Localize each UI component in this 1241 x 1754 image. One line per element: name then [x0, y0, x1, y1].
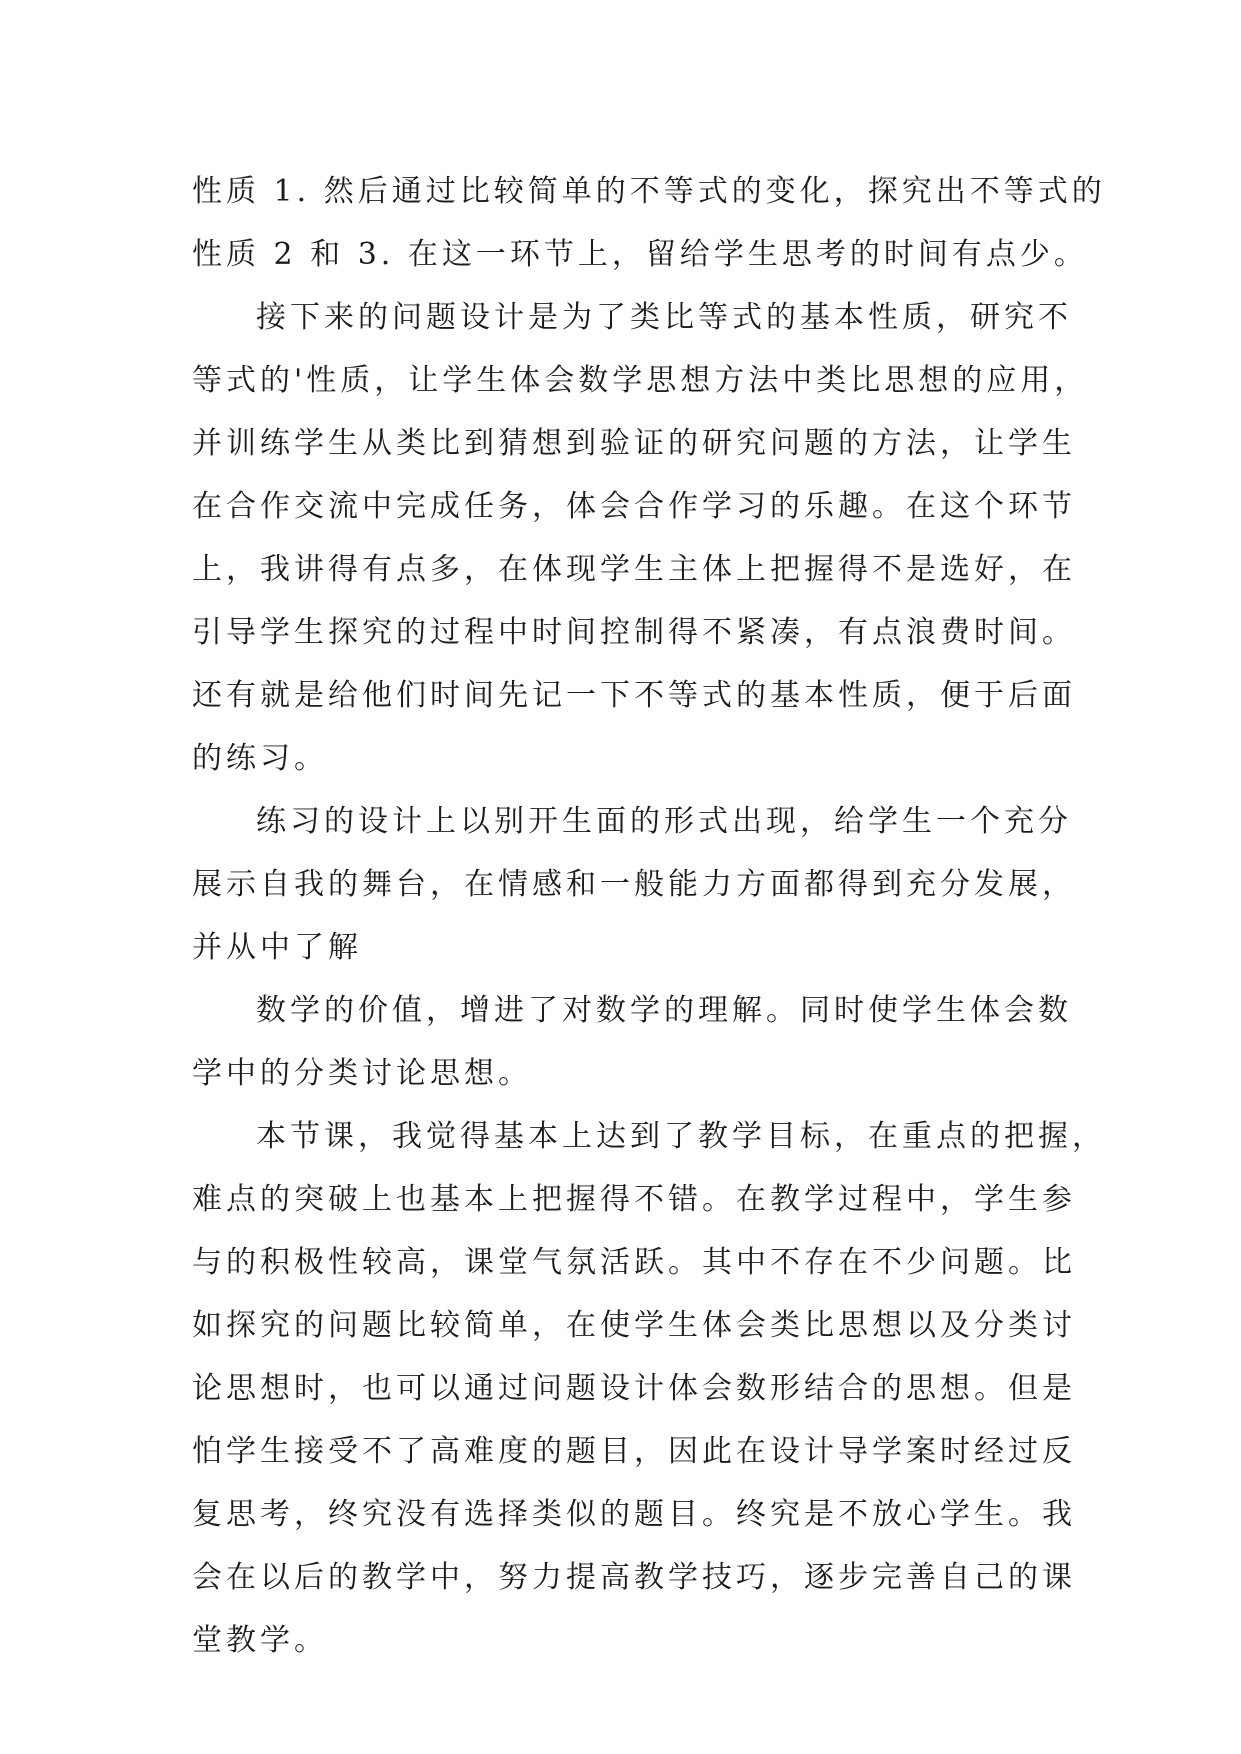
paragraph-first-line: 接下来的问题设计是为了类比等式的基本性质，研究不 [256, 300, 1072, 335]
text-line: 性质 1. 然后通过比较简单的不等式的变化，探究出不等式的 [192, 174, 1106, 209]
text-line: 会在以后的教学中，努力提高教学技巧，逐步完善自己的课 [192, 1560, 1076, 1595]
document-body [192, 160, 1106, 1672]
text-line: 与的积极性较高，课堂气氛活跃。其中不存在不少问题。比 [192, 1245, 1076, 1280]
text-line: 并训练学生从类比到猜想到验证的研究问题的方法，让学生 [192, 426, 1076, 461]
text-line: 论思想时，也可以通过问题设计体会数形结合的思想。但是 [192, 1371, 1076, 1406]
text-line: 堂教学。 [192, 1623, 328, 1658]
text-line: 等式的'性质，让学生体会数学思想方法中类比思想的应用， [192, 363, 1089, 398]
text-line: 性质 2 和 3. 在这一环节上，留给学生思考的时间有点少。 [192, 237, 1088, 272]
paragraph-first-line: 练习的设计上以别开生面的形式出现，给学生一个充分 [256, 804, 1072, 839]
text-line: 难点的突破上也基本上把握得不错。在教学过程中，学生参 [192, 1182, 1076, 1217]
text-line: 复思考，终究没有选择类似的题目。终究是不放心学生。我 [192, 1497, 1076, 1532]
text-line: 在合作交流中完成任务，体会合作学习的乐趣。在这个环节 [192, 489, 1076, 524]
paragraph-first-line: 本节课，我觉得基本上达到了教学目标，在重点的把握， [256, 1119, 1106, 1154]
text-line: 并从中了解 [192, 930, 362, 965]
text-line: 的练习。 [192, 741, 328, 776]
text-line: 还有就是给他们时间先记一下不等式的基本性质，便于后面 [192, 678, 1076, 713]
text-line: 怕学生接受不了高难度的题目，因此在设计导学案时经过反 [192, 1434, 1076, 1469]
text-line: 引导学生探究的过程中时间控制得不紧凑，有点浪费时间。 [192, 615, 1076, 650]
text-line: 如探究的问题比较简单，在使学生体会类比思想以及分类讨 [192, 1308, 1076, 1343]
text-line: 学中的分类讨论思想。 [192, 1056, 532, 1091]
paragraph-first-line: 数学的价值，增进了对数学的理解。同时使学生体会数 [256, 993, 1072, 1028]
text-line: 展示自我的舞台，在情感和一般能力方面都得到充分发展， [192, 867, 1076, 902]
text-line: 上，我讲得有点多，在体现学生主体上把握得不是选好，在 [192, 552, 1076, 587]
